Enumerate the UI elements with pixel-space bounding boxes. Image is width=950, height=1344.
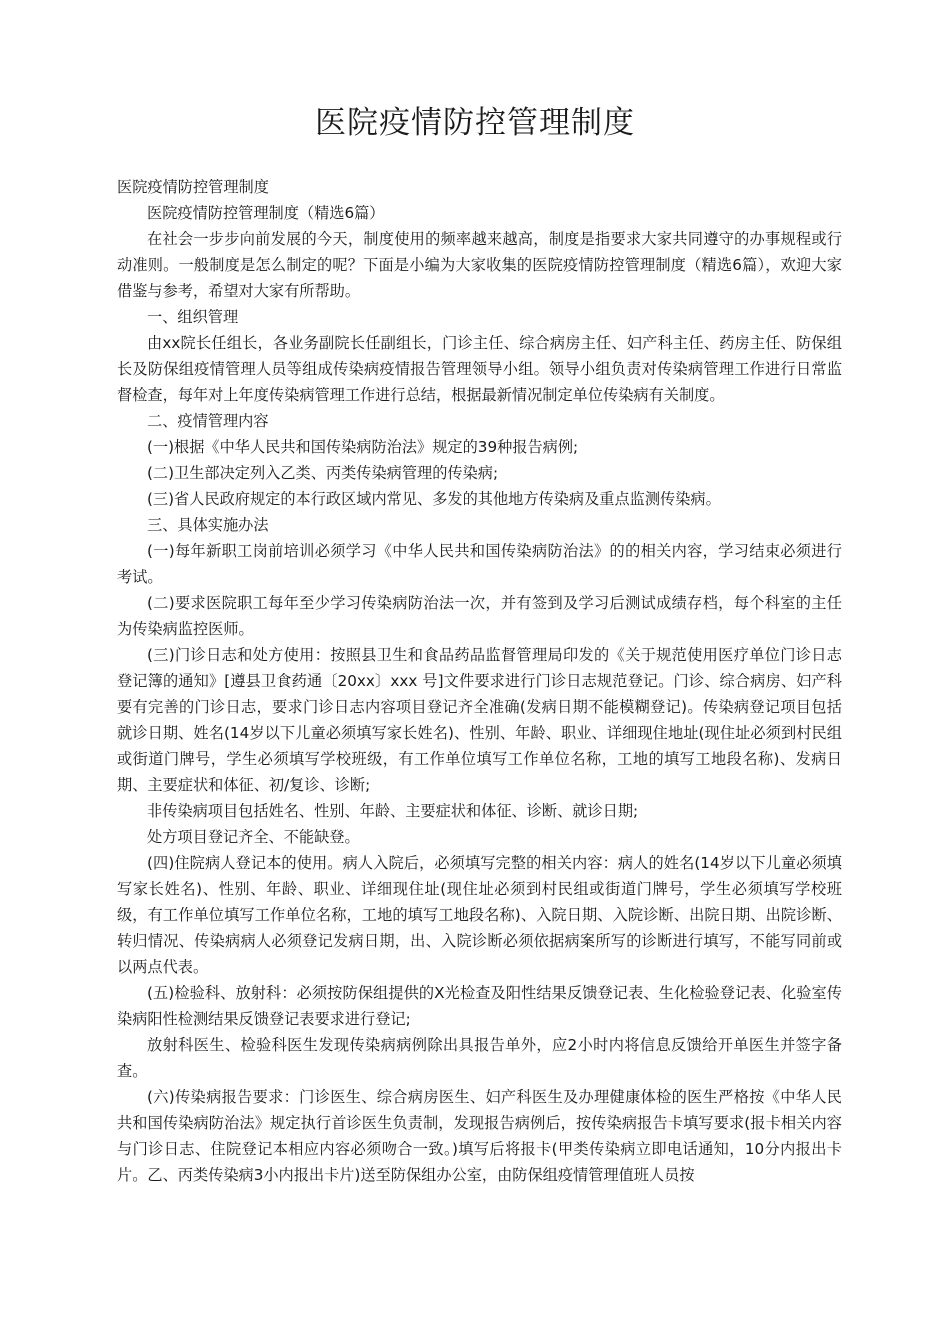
paragraph: (四)住院病人登记本的使用。病人入院后，必须填写完整的相关内容：病人的姓名(14岁以下儿童必须填写家长姓名)、性别、年龄、职业、详细现住址(现住址必须到村民组或街道门牌号，学生必须填写学校班级，有工作单位填写工作单位名称，工地的填写工地段名称)、入院日期、入院诊断、出院日期、出院诊断、转归情况、传染病病人必须登记发病日期，出、入院诊断必须依据病案所写的诊断进行填写，不能写同前或以两点代表。 — [117, 854, 842, 976]
paragraph: (六)传染病报告要求：门诊医生、综合病房医生、妇产科医生及办理健康体检的医生严格按《中华人民共和国传染病防治法》规定执行首诊医生负责制，发现报告病例后，按传染病报告卡填写要求(报卡相关内容与门诊日志、住院登记本相应内容必须吻合一致。)填写后将报卡(甲类传染病立即电话通知，10分内报出卡片。乙、丙类传染病3小内报出卡片)送至防保组办公室，由防保组疫情管理值班人员按 — [117, 1088, 842, 1184]
document-body — [117, 174, 842, 1188]
paragraph: (三)省人民政府规定的本行政区域内常见、多发的其他地方传染病及重点监测传染病。 — [147, 490, 721, 508]
paragraph: (三)门诊日志和处方使用：按照县卫生和食品药品监督管理局印发的《关于规范使用医疗单位门诊日志登记簿的通知》[遵县卫食药通〔20xx〕xxx 号]文件要求进行门诊日志规范登记。门诊、综合病房、妇产科要有完善的门诊日志，要求门诊日志内容项目登记齐全准确(发病日期不能模糊登记)。传染病登记项目包括就诊日期、姓名(14岁以下儿童必须填写家长姓名)、性别、年龄、职业、详细现住地址(现住址必须到村民组或街道门牌号，学生必须填写学校班级，有工作单位填写工作单位名称，工地的填写工地段名称)、发病日期、主要症状和体征、初/复诊、诊断; — [117, 646, 842, 794]
paragraph: 医院疫情防控管理制度 — [117, 178, 269, 196]
paragraph: (五)检验科、放射科：必须按防保组提供的X光检查及阳性结果反馈登记表、生化检验登记表、化验室传染病阳性检测结果反馈登记表要求进行登记; — [117, 984, 842, 1028]
paragraph: (一)每年新职工岗前培训必须学习《中华人民共和国传染病防治法》的的相关内容，学习结束必须进行考试。 — [117, 542, 842, 586]
paragraph: 二、疫情管理内容 — [147, 412, 269, 430]
paragraph: 一、组织管理 — [147, 308, 239, 326]
paragraph: 放射科医生、检验科医生发现传染病病例除出具报告单外，应2小时内将信息反馈给开单医生并签字备查。 — [117, 1036, 842, 1080]
paragraph: 非传染病项目包括姓名、性别、年龄、主要症状和体征、诊断、就诊日期; — [147, 802, 639, 820]
paragraph: 在社会一步步向前发展的今天，制度使用的频率越来越高，制度是指要求大家共同遵守的办事规程或行动准则。一般制度是怎么制定的呢？下面是小编为大家收集的医院疫情防控管理制度（精选6篇），欢迎大家借鉴与参考，希望对大家有所帮助。 — [117, 230, 842, 300]
document-title: 医院疫情防控管理制度 — [315, 105, 635, 141]
paragraph: (二)卫生部决定列入乙类、丙类传染病管理的传染病; — [147, 464, 499, 482]
paragraph: 三、具体实施办法 — [147, 516, 269, 534]
paragraph: 医院疫情防控管理制度（精选6篇） — [147, 204, 385, 222]
paragraph: 处方项目登记齐全、不能缺登。 — [147, 828, 360, 846]
paragraph: (二)要求医院职工每年至少学习传染病防治法一次，并有签到及学习后测试成绩存档，每个科室的主任为传染病监控医师。 — [117, 594, 842, 638]
paragraph: 由xx院长任组长，各业务副院长任副组长，门诊主任、综合病房主任、妇产科主任、药房主任、防保组长及防保组疫情管理人员等组成传染病疫情报告管理领导小组。领导小组负责对传染病管理工作进行日常监督检查，每年对上年度传染病管理工作进行总结，根据最新情况制定单位传染病有关制度。 — [117, 334, 842, 404]
paragraph: (一)根据《中华人民共和国传染病防治法》规定的39种报告病例; — [147, 438, 579, 456]
